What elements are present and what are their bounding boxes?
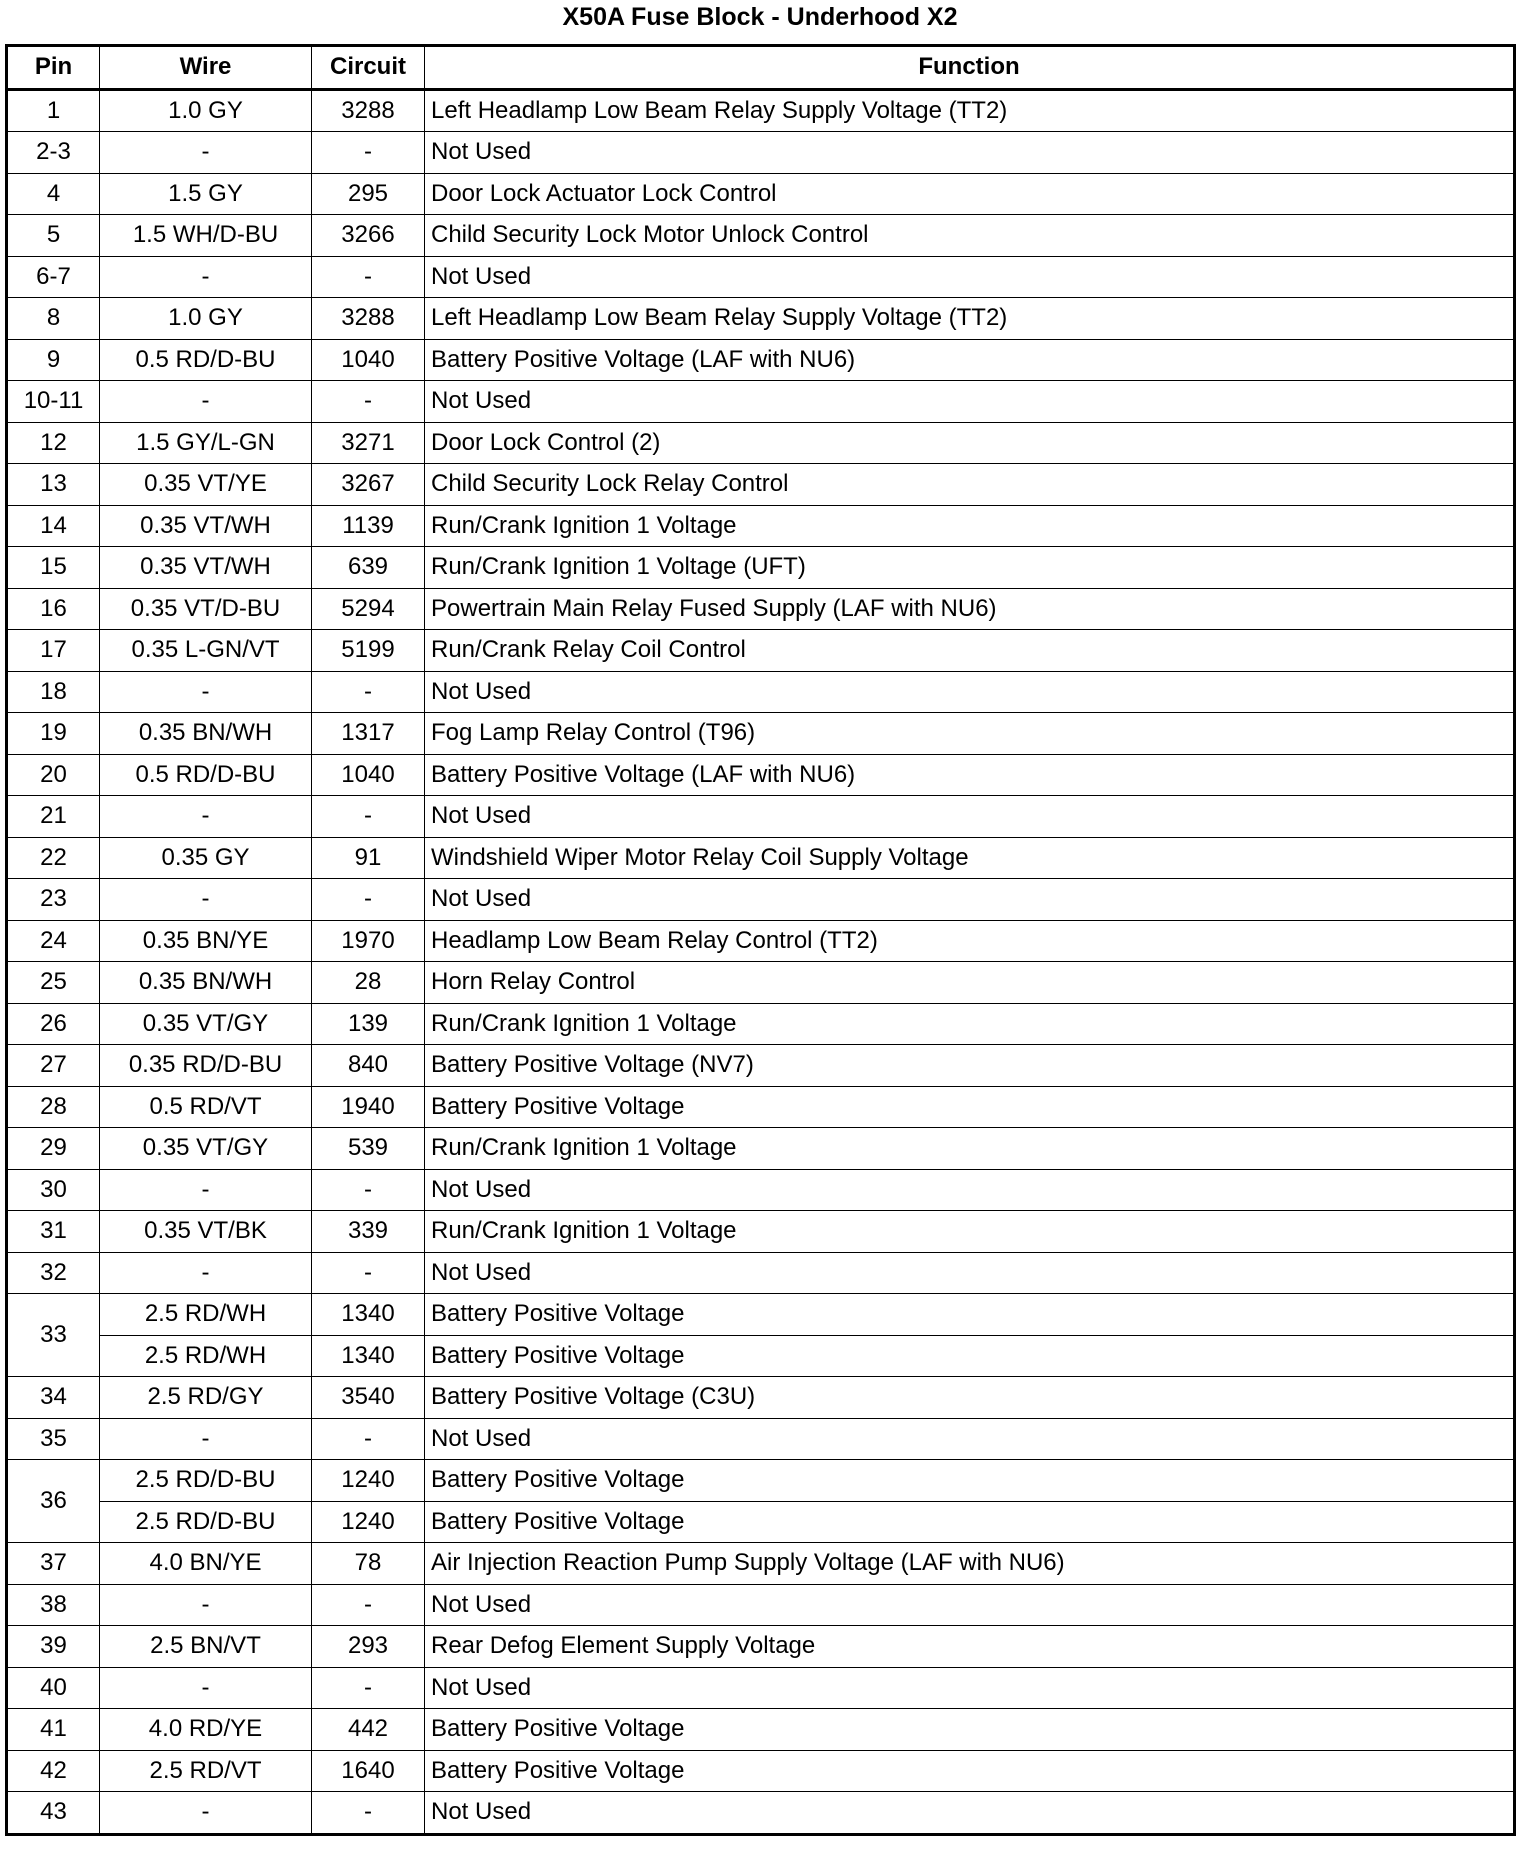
table-row	[7, 464, 1515, 506]
page-title: X50A Fuse Block - Underhood X2	[562, 3, 958, 31]
table-row	[7, 1750, 1515, 1792]
table-row	[7, 630, 1515, 672]
function-cell: Battery Positive Voltage	[425, 1460, 1515, 1502]
function-cell: Not Used	[425, 256, 1515, 298]
table-row	[7, 1418, 1515, 1460]
header-pin: Pin	[7, 46, 100, 90]
circuit-cell: 1139	[312, 505, 425, 547]
function-cell: Run/Crank Ignition 1 Voltage	[425, 1128, 1515, 1170]
function-cell: Battery Positive Voltage	[425, 1709, 1515, 1751]
wire-cell: 2.5 RD/VT	[100, 1750, 312, 1792]
circuit-cell: 139	[312, 1003, 425, 1045]
wire-cell: 0.5 RD/VT	[100, 1086, 312, 1128]
wire-cell: 2.5 RD/WH	[100, 1294, 312, 1336]
circuit-cell: 1240	[312, 1460, 425, 1502]
function-cell: Fog Lamp Relay Control (T96)	[425, 713, 1515, 755]
pin-cell: 34	[7, 1377, 100, 1419]
pin-cell: 19	[7, 713, 100, 755]
table-row	[7, 1709, 1515, 1751]
wire-cell: -	[100, 879, 312, 921]
function-cell: Not Used	[425, 1584, 1515, 1626]
circuit-cell: 1640	[312, 1750, 425, 1792]
wire-cell: 0.35 VT/D-BU	[100, 588, 312, 630]
pin-cell: 13	[7, 464, 100, 506]
wire-cell: 2.5 RD/WH	[100, 1335, 312, 1377]
pin-cell: 42	[7, 1750, 100, 1792]
wire-cell: -	[100, 1792, 312, 1835]
table-body	[7, 89, 1515, 1834]
wire-cell: 0.35 VT/GY	[100, 1003, 312, 1045]
circuit-cell: 639	[312, 547, 425, 589]
pin-cell: 5	[7, 215, 100, 257]
table-row	[7, 879, 1515, 921]
pin-cell: 40	[7, 1667, 100, 1709]
table-row	[7, 339, 1515, 381]
table-row	[7, 1377, 1515, 1419]
circuit-cell: -	[312, 1169, 425, 1211]
wire-cell: 0.35 BN/YE	[100, 920, 312, 962]
function-cell: Not Used	[425, 796, 1515, 838]
function-cell: Door Lock Control (2)	[425, 422, 1515, 464]
wire-cell: -	[100, 671, 312, 713]
pin-cell: 36	[7, 1460, 100, 1543]
function-cell: Battery Positive Voltage	[425, 1750, 1515, 1792]
function-cell: Not Used	[425, 1418, 1515, 1460]
function-cell: Rear Defog Element Supply Voltage	[425, 1626, 1515, 1668]
wire-cell: 0.5 RD/D-BU	[100, 754, 312, 796]
function-cell: Run/Crank Ignition 1 Voltage (UFT)	[425, 547, 1515, 589]
function-cell: Battery Positive Voltage (C3U)	[425, 1377, 1515, 1419]
pin-cell: 35	[7, 1418, 100, 1460]
function-cell: Headlamp Low Beam Relay Control (TT2)	[425, 920, 1515, 962]
table-row	[7, 1335, 1515, 1377]
function-cell: Child Security Lock Relay Control	[425, 464, 1515, 506]
table-row	[7, 837, 1515, 879]
circuit-cell: -	[312, 1792, 425, 1835]
pin-cell: 28	[7, 1086, 100, 1128]
wire-cell: -	[100, 256, 312, 298]
wire-cell: 0.35 VT/WH	[100, 505, 312, 547]
wire-cell: -	[100, 1584, 312, 1626]
pin-cell: 8	[7, 298, 100, 340]
pin-cell: 26	[7, 1003, 100, 1045]
function-cell: Run/Crank Relay Coil Control	[425, 630, 1515, 672]
function-cell: Not Used	[425, 1792, 1515, 1835]
table-row	[7, 962, 1515, 1004]
pin-cell: 32	[7, 1252, 100, 1294]
function-cell: Windshield Wiper Motor Relay Coil Supply Voltage	[425, 837, 1515, 879]
pin-cell: 1	[7, 89, 100, 132]
table-row	[7, 1003, 1515, 1045]
function-cell: Not Used	[425, 671, 1515, 713]
pin-cell: 15	[7, 547, 100, 589]
function-cell: Not Used	[425, 132, 1515, 174]
table-row	[7, 1501, 1515, 1543]
table-row	[7, 298, 1515, 340]
pin-cell: 22	[7, 837, 100, 879]
table-row	[7, 1169, 1515, 1211]
pin-cell: 27	[7, 1045, 100, 1087]
pin-cell: 6-7	[7, 256, 100, 298]
circuit-cell: -	[312, 879, 425, 921]
circuit-cell: 1340	[312, 1294, 425, 1336]
circuit-cell: 28	[312, 962, 425, 1004]
function-cell: Battery Positive Voltage	[425, 1086, 1515, 1128]
circuit-cell: 442	[312, 1709, 425, 1751]
pin-cell: 4	[7, 173, 100, 215]
pin-cell: 17	[7, 630, 100, 672]
circuit-cell: 1317	[312, 713, 425, 755]
table-row	[7, 796, 1515, 838]
circuit-cell: 5294	[312, 588, 425, 630]
table-row	[7, 1294, 1515, 1336]
table-row	[7, 422, 1515, 464]
wire-cell: 4.0 RD/YE	[100, 1709, 312, 1751]
circuit-cell: -	[312, 132, 425, 174]
header-function: Function	[425, 46, 1515, 90]
header-circuit: Circuit	[312, 46, 425, 90]
wire-cell: 0.35 L-GN/VT	[100, 630, 312, 672]
function-cell: Battery Positive Voltage (LAF with NU6)	[425, 339, 1515, 381]
wire-cell: 0.35 VT/YE	[100, 464, 312, 506]
wire-cell: 1.0 GY	[100, 298, 312, 340]
function-cell: Left Headlamp Low Beam Relay Supply Voltage (TT2)	[425, 89, 1515, 132]
circuit-cell: 1940	[312, 1086, 425, 1128]
wire-cell: -	[100, 1418, 312, 1460]
circuit-cell: 3540	[312, 1377, 425, 1419]
function-cell: Battery Positive Voltage (LAF with NU6)	[425, 754, 1515, 796]
circuit-cell: 539	[312, 1128, 425, 1170]
pin-cell: 16	[7, 588, 100, 630]
function-cell: Run/Crank Ignition 1 Voltage	[425, 1211, 1515, 1253]
pin-cell: 43	[7, 1792, 100, 1835]
table-row	[7, 671, 1515, 713]
pin-cell: 30	[7, 1169, 100, 1211]
pin-cell: 38	[7, 1584, 100, 1626]
function-cell: Battery Positive Voltage	[425, 1335, 1515, 1377]
wire-cell: -	[100, 381, 312, 423]
pin-cell: 41	[7, 1709, 100, 1751]
table-row	[7, 1667, 1515, 1709]
function-cell: Run/Crank Ignition 1 Voltage	[425, 505, 1515, 547]
circuit-cell: 78	[312, 1543, 425, 1585]
wire-cell: 0.35 GY	[100, 837, 312, 879]
wire-cell: 1.0 GY	[100, 89, 312, 132]
table-row	[7, 381, 1515, 423]
table-row	[7, 256, 1515, 298]
circuit-cell: 3288	[312, 89, 425, 132]
table-row	[7, 547, 1515, 589]
circuit-cell: -	[312, 381, 425, 423]
wire-cell: 0.35 BN/WH	[100, 962, 312, 1004]
wire-cell: 1.5 WH/D-BU	[100, 215, 312, 257]
wire-cell: -	[100, 1252, 312, 1294]
pinout-table	[5, 44, 1516, 1836]
circuit-cell: 3267	[312, 464, 425, 506]
wire-cell: 1.5 GY	[100, 173, 312, 215]
function-cell: Not Used	[425, 1252, 1515, 1294]
circuit-cell: -	[312, 1584, 425, 1626]
wire-cell: 0.35 VT/GY	[100, 1128, 312, 1170]
wire-cell: 2.5 RD/D-BU	[100, 1501, 312, 1543]
function-cell: Not Used	[425, 1169, 1515, 1211]
circuit-cell: 3288	[312, 298, 425, 340]
function-cell: Battery Positive Voltage	[425, 1501, 1515, 1543]
circuit-cell: 1040	[312, 754, 425, 796]
pin-cell: 25	[7, 962, 100, 1004]
function-cell: Left Headlamp Low Beam Relay Supply Voltage (TT2)	[425, 298, 1515, 340]
function-cell: Not Used	[425, 381, 1515, 423]
circuit-cell: 1040	[312, 339, 425, 381]
circuit-cell: 1340	[312, 1335, 425, 1377]
header-row	[7, 46, 1515, 90]
table-row	[7, 132, 1515, 174]
wire-cell: -	[100, 1169, 312, 1211]
circuit-cell: -	[312, 1252, 425, 1294]
pin-cell: 39	[7, 1626, 100, 1668]
pin-cell: 10-11	[7, 381, 100, 423]
table-row	[7, 754, 1515, 796]
circuit-cell: 3266	[312, 215, 425, 257]
table-row	[7, 1128, 1515, 1170]
table-row	[7, 1045, 1515, 1087]
circuit-cell: 293	[312, 1626, 425, 1668]
table-row	[7, 1086, 1515, 1128]
function-cell: Battery Positive Voltage (NV7)	[425, 1045, 1515, 1087]
pin-cell: 20	[7, 754, 100, 796]
table-row	[7, 1626, 1515, 1668]
function-cell: Child Security Lock Motor Unlock Control	[425, 215, 1515, 257]
table-row	[7, 713, 1515, 755]
table-row	[7, 588, 1515, 630]
table-row	[7, 1211, 1515, 1253]
pin-cell: 31	[7, 1211, 100, 1253]
wire-cell: 4.0 BN/YE	[100, 1543, 312, 1585]
table-row	[7, 1584, 1515, 1626]
header-wire: Wire	[100, 46, 312, 90]
table-row	[7, 215, 1515, 257]
pin-cell: 33	[7, 1294, 100, 1377]
wire-cell: 0.35 RD/D-BU	[100, 1045, 312, 1087]
function-cell: Powertrain Main Relay Fused Supply (LAF with NU6)	[425, 588, 1515, 630]
pin-cell: 2-3	[7, 132, 100, 174]
table-row	[7, 1543, 1515, 1585]
circuit-cell: -	[312, 256, 425, 298]
wire-cell: 2.5 RD/GY	[100, 1377, 312, 1419]
table-row	[7, 920, 1515, 962]
wire-cell: -	[100, 1667, 312, 1709]
circuit-cell: 840	[312, 1045, 425, 1087]
wire-cell: 2.5 BN/VT	[100, 1626, 312, 1668]
circuit-cell: -	[312, 1667, 425, 1709]
circuit-cell: -	[312, 796, 425, 838]
pin-cell: 12	[7, 422, 100, 464]
function-cell: Not Used	[425, 1667, 1515, 1709]
circuit-cell: 5199	[312, 630, 425, 672]
function-cell: Air Injection Reaction Pump Supply Voltage (LAF with NU6)	[425, 1543, 1515, 1585]
wire-cell: 0.35 VT/BK	[100, 1211, 312, 1253]
circuit-cell: -	[312, 1418, 425, 1460]
pin-cell: 24	[7, 920, 100, 962]
table-row	[7, 1252, 1515, 1294]
circuit-cell: 1970	[312, 920, 425, 962]
circuit-cell: 91	[312, 837, 425, 879]
circuit-cell: 3271	[312, 422, 425, 464]
circuit-cell: -	[312, 671, 425, 713]
function-cell: Not Used	[425, 879, 1515, 921]
pin-cell: 18	[7, 671, 100, 713]
wire-cell: 0.5 RD/D-BU	[100, 339, 312, 381]
pin-cell: 23	[7, 879, 100, 921]
wire-cell: 0.35 VT/WH	[100, 547, 312, 589]
circuit-cell: 1240	[312, 1501, 425, 1543]
table-row	[7, 89, 1515, 132]
table-row	[7, 505, 1515, 547]
wire-cell: -	[100, 796, 312, 838]
function-cell: Battery Positive Voltage	[425, 1294, 1515, 1336]
function-cell: Door Lock Actuator Lock Control	[425, 173, 1515, 215]
function-cell: Horn Relay Control	[425, 962, 1515, 1004]
function-cell: Run/Crank Ignition 1 Voltage	[425, 1003, 1515, 1045]
wire-cell: 1.5 GY/L-GN	[100, 422, 312, 464]
table-row	[7, 1792, 1515, 1835]
pin-cell: 9	[7, 339, 100, 381]
pin-cell: 37	[7, 1543, 100, 1585]
circuit-cell: 295	[312, 173, 425, 215]
table-row	[7, 173, 1515, 215]
wire-cell: -	[100, 132, 312, 174]
table-row	[7, 1460, 1515, 1502]
pin-cell: 14	[7, 505, 100, 547]
wire-cell: 2.5 RD/D-BU	[100, 1460, 312, 1502]
pin-cell: 21	[7, 796, 100, 838]
pin-cell: 29	[7, 1128, 100, 1170]
wire-cell: 0.35 BN/WH	[100, 713, 312, 755]
circuit-cell: 339	[312, 1211, 425, 1253]
